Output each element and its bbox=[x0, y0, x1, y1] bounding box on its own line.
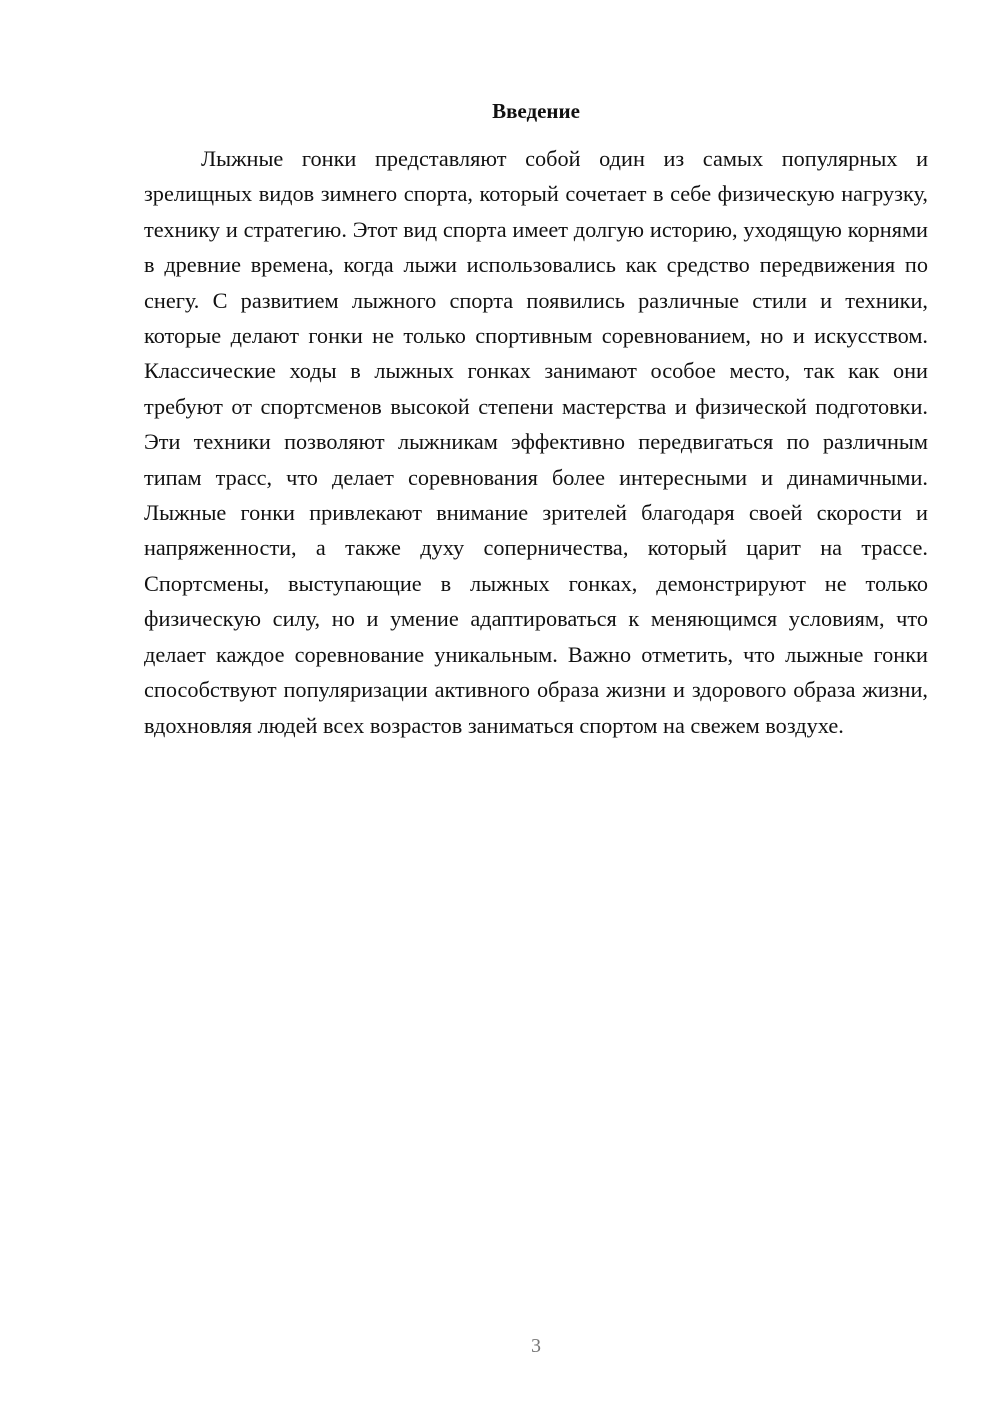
page-number: 3 bbox=[531, 1335, 541, 1357]
body-paragraph: Лыжные гонки представляют собой один из самых популярных и зрелищных видов зимнего спорта, который сочетает в себе физическую нагрузку, технику и стратегию. Этот вид спорта имеет долгую историю, уходящую корнями в древние времена, когда лыжи использовались как средство передвижения по снегу. С развитием лыжного спорта появились различные стили и техники, которые делают гонки не только спортивным соревнованием, но и искусством. Классические ходы в лыжных гонках занимают особое место, так как они требуют от спортсменов высокой степени мастерства и физической подготовки. Эти техники позволяют лыжникам эффективно передвигаться по различным типам трасс, что делает соревнования более интересными и динамичными. Лыжные гонки привлекают внимание зрителей благодаря своей скорости и напряженности, а также духу соперничества, который царит на трассе. Спортсмены, выступающие в лыжных гонках, демонстрируют не только физическую силу, но и умение адаптироваться к меняющимся условиям, что делает каждое соревнование уникальным. Важно отметить, что лыжные гонки способствуют популяризации активного образа жизни и здорового образа жизни, вдохновляя людей всех возрастов заниматься спортом на свежем воздухе. bbox=[144, 146, 928, 738]
section-heading: Введение bbox=[492, 99, 580, 123]
